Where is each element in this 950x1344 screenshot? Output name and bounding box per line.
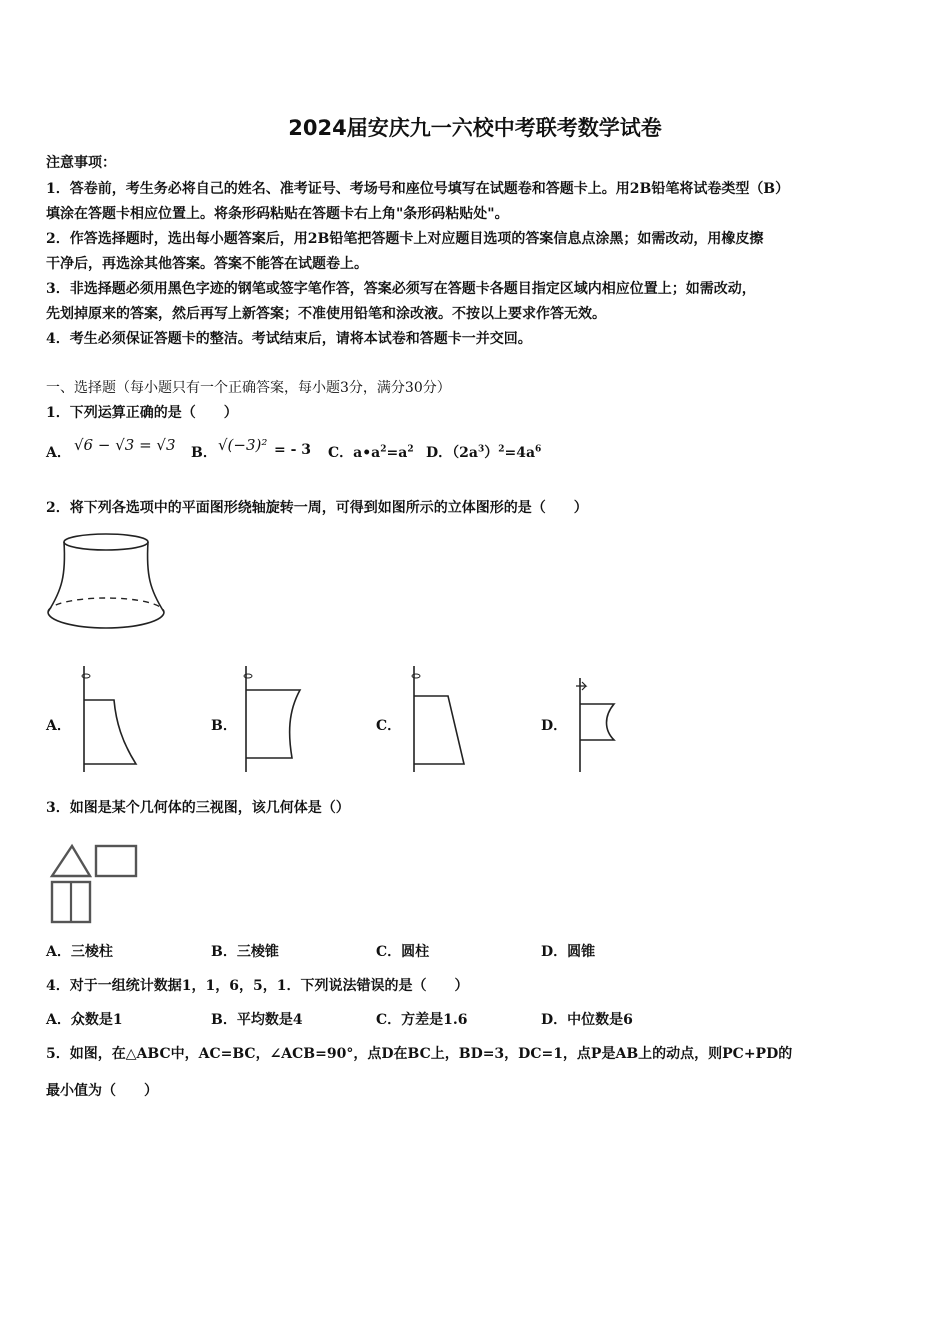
q1-option-d-exp2: 2: [498, 444, 505, 455]
notice-line-2: 填涂在答题卡相应位置上。将条形码粘贴在答题卡右上角"条形码粘贴处"。: [46, 206, 509, 222]
q2-option-c-figure: [402, 662, 472, 774]
q2-option-b-figure: [236, 662, 306, 774]
q2-option-d-label: D．: [541, 718, 568, 734]
q1-option-d-exp3: 6: [535, 444, 542, 455]
q1-option-d-eq: =4a: [504, 445, 536, 461]
q4-option-b: B．平均数是4: [211, 1012, 303, 1028]
q1-option-d: [426, 442, 541, 462]
q1-option-b-math: √(−3)²: [218, 436, 268, 454]
section-heading: 一、选择题（每小题只有一个正确答案，每小题3分，满分30分）: [46, 380, 451, 396]
q2-option-a-label: A．: [46, 718, 71, 734]
q1-option-a-label: A．: [46, 445, 71, 461]
q1-option-d-label: D．: [426, 445, 453, 461]
q1-option-b-label: B．: [191, 445, 217, 461]
q1-option-c-label: C．: [328, 445, 354, 461]
q5-stem-line-1: 5．如图，在△ABC中，AC=BC，∠ACB=90°，点D在BC上，BD=3，DC=1，点P是AB上的动点，则PC+PD的: [46, 1046, 793, 1062]
q3-option-b: B．三棱锥: [211, 944, 279, 960]
notice-line-4: 干净后，再选涂其他答案。答案不能答在试题卷上。: [46, 256, 368, 272]
q4-option-d: D．中位数是6: [541, 1012, 633, 1028]
q3-option-c: C．圆柱: [376, 944, 430, 960]
q4-stem: 4．对于一组统计数据1，1，6，5，1．下列说法错误的是（ ）: [46, 978, 469, 994]
q1-option-d-exp1: 3: [477, 444, 485, 455]
notice-line-5: 3．非选择题必须用黑色字迹的钢笔或签字笔作答，答案必须写在答题卡各题目指定区域内相应位置上；如需改动，: [46, 281, 756, 297]
q1-option-a-math: √6 − √3 = √3: [74, 436, 176, 454]
page-title: 2024届安庆九一六校中考联考数学试卷: [288, 116, 662, 140]
notice-line-3: 2．作答选择题时，选出每小题答案后，用2B铅笔把答题卡上对应题目选项的答案信息点涂黑；如需改动，用橡皮擦: [46, 231, 764, 247]
q3-three-views-figure: [46, 838, 142, 926]
q1-option-c: [328, 442, 414, 462]
q2-solid-figure: [44, 530, 170, 644]
q2-option-c-label: C．: [376, 718, 402, 734]
notice-line-6: 先划掉原来的答案，然后再写上新答案；不准使用铅笔和涂改液。不按以上要求作答无效。: [46, 306, 606, 322]
q1-option-b-tail: = - 3: [274, 442, 312, 458]
q1-option-c-base: a•a: [353, 445, 381, 461]
q2-option-b-label: B．: [211, 718, 237, 734]
q2-option-a-figure: [72, 662, 142, 774]
q1-option-c-exp1: 2: [380, 444, 387, 455]
notice-line-7: 4．考生必须保证答题卡的整洁。考试结束后，请将本试卷和答题卡一并交回。: [46, 331, 532, 347]
q1-stem: 1．下列运算正确的是（ ）: [46, 405, 238, 421]
q2-option-d-figure: [568, 672, 628, 774]
q3-option-a: A．三棱柱: [46, 944, 113, 960]
q5-stem-line-2: 最小值为（ ）: [46, 1083, 158, 1099]
q1-option-d-mid: ）: [484, 445, 499, 461]
q1-option-c-exp2: 2: [407, 444, 414, 455]
q3-option-d: D．圆锥: [541, 944, 596, 960]
q3-stem: 3．如图是某个几何体的三视图，该几何体是（）: [46, 800, 350, 816]
q4-option-c: C．方差是1.6: [376, 1012, 468, 1028]
q1-option-c-eq: =a: [386, 445, 408, 461]
notice-line-1: 1．答卷前，考生务必将自己的姓名、准考证号、考场号和座位号填写在试题卷和答题卡上。用2B铅笔将试卷类型（B）: [46, 181, 790, 197]
q1-option-d-pre: （2a: [452, 445, 478, 461]
q2-stem: 2．将下列各选项中的平面图形绕轴旋转一周，可得到如图所示的立体图形的是（ ）: [46, 500, 588, 516]
q4-option-a: A．众数是1: [46, 1012, 123, 1028]
notice-heading: 注意事项：: [46, 155, 116, 171]
